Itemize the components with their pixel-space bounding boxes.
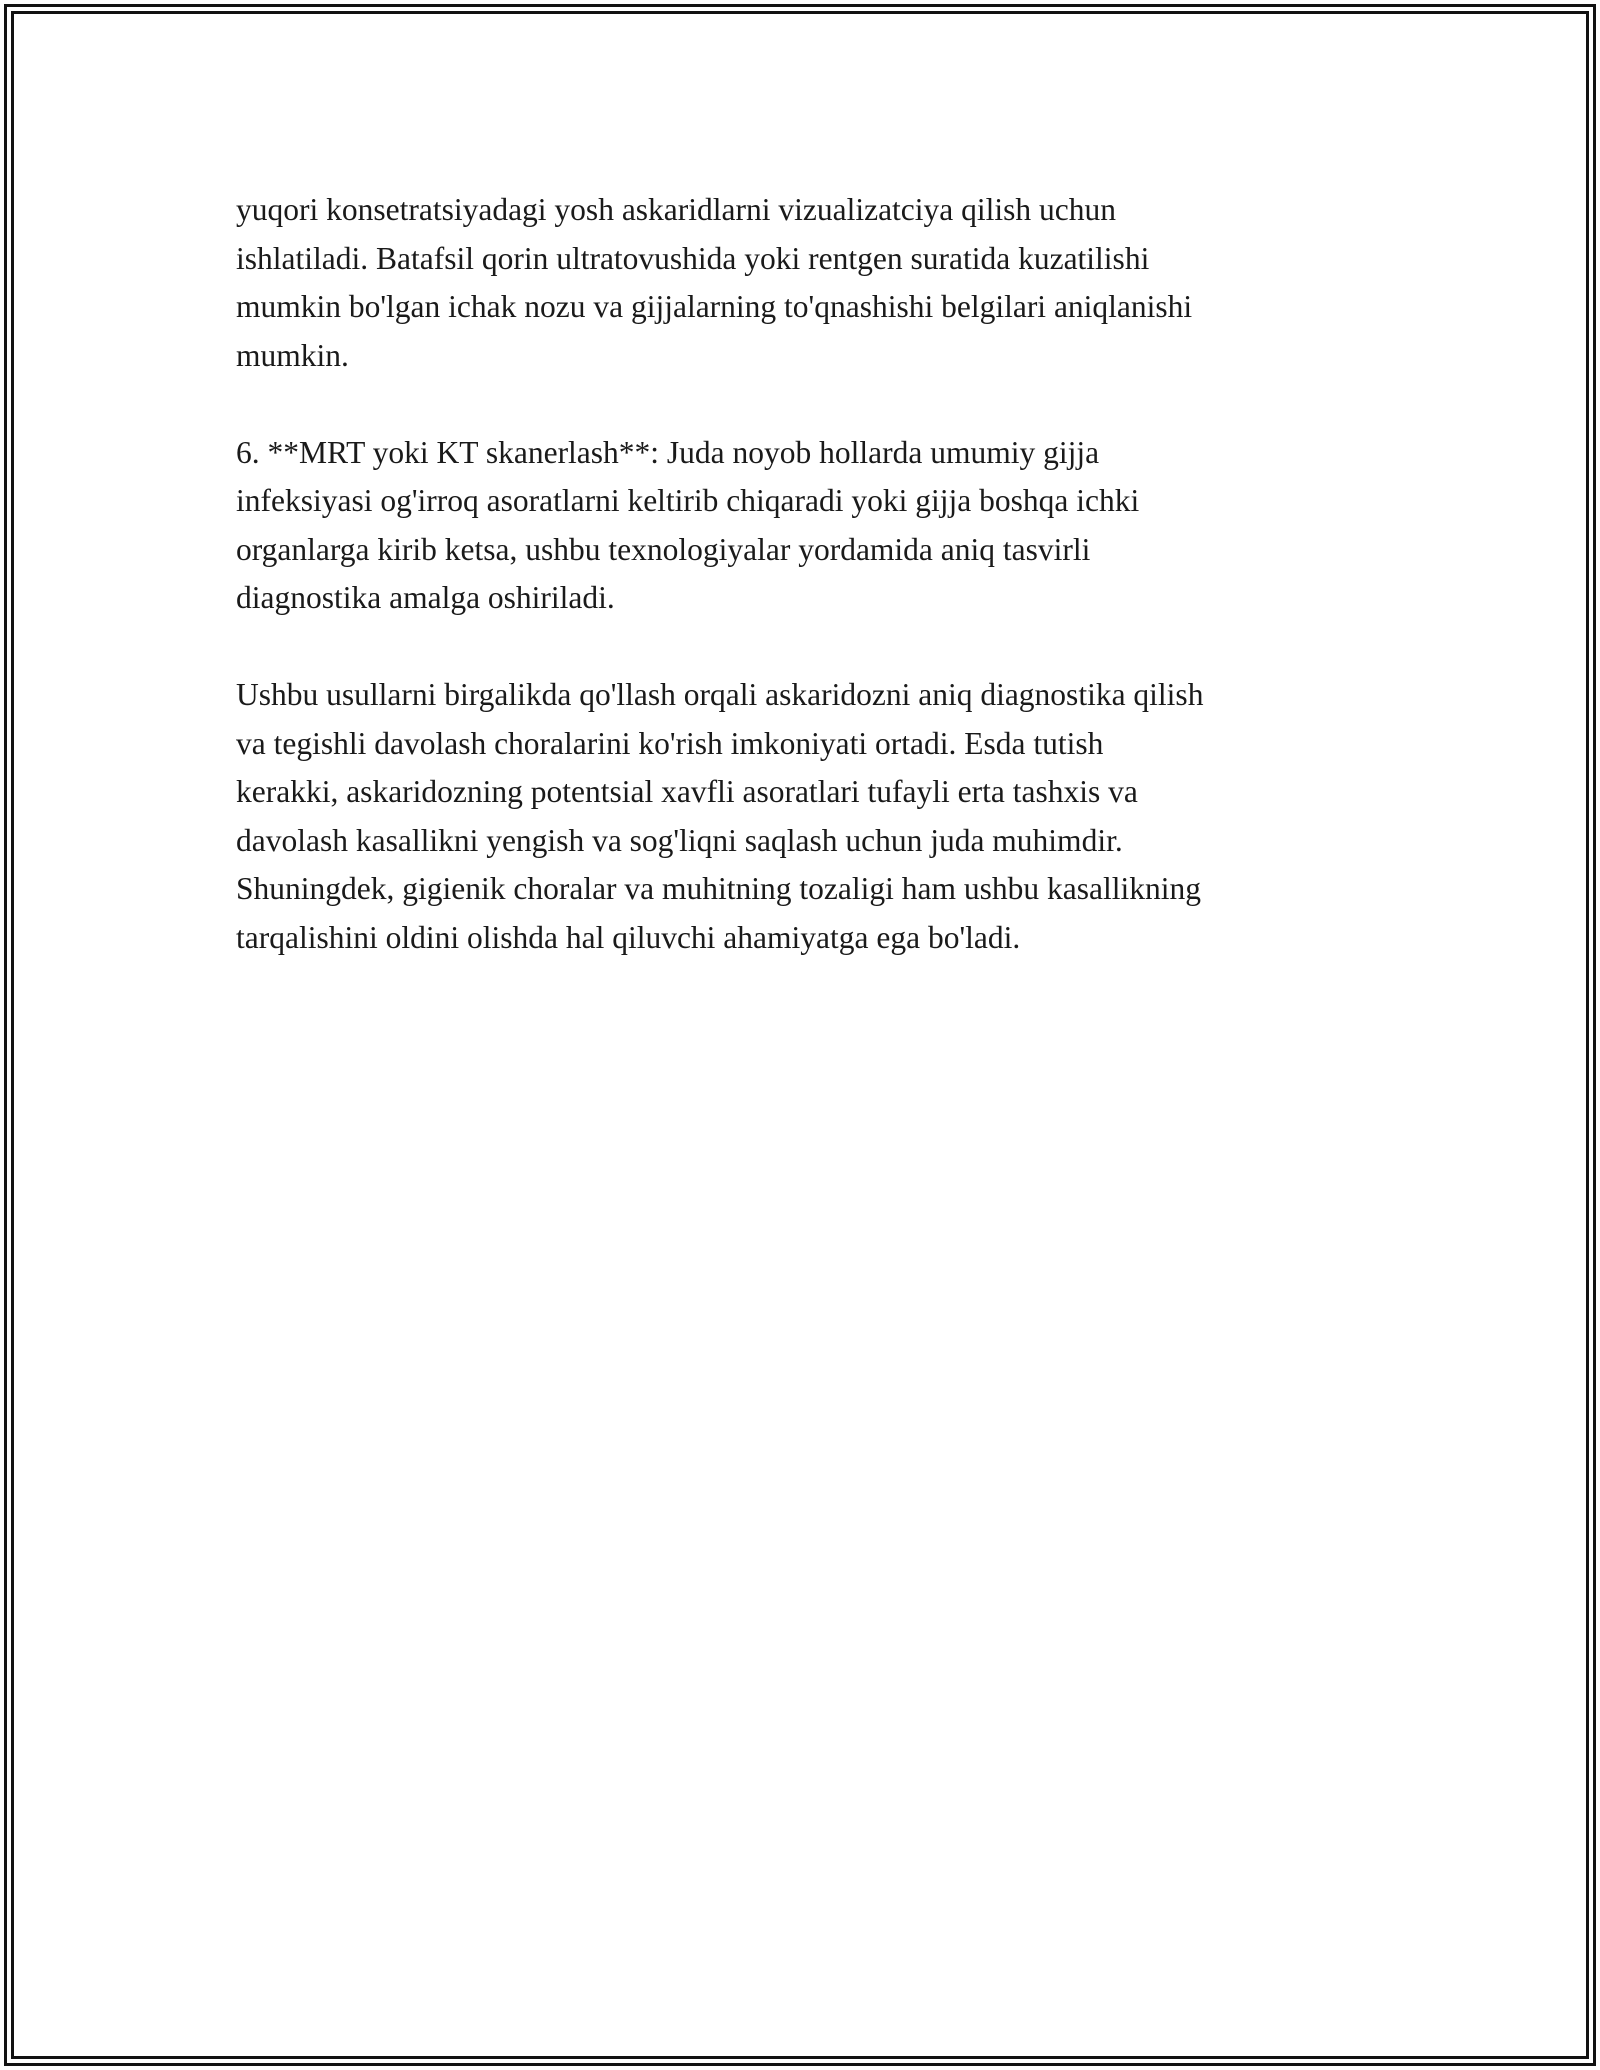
text-line: Shuningdek, gigienik choralar va muhitning tozaligi ham ushbu kasallikning	[236, 871, 1201, 906]
text-line: ishlatiladi. Batafsil qorin ultratovushida yoki rentgen suratida kuzatilishi	[236, 240, 1150, 276]
text-line: 6. **MRT yoki KT skanerlash**: Juda noyob hollarda umumiy gijja	[236, 434, 1100, 470]
document-body	[236, 186, 1376, 1011]
text-line: davolash kasallikni yengish va sog'liqni saqlash uchun juda muhimdir.	[236, 822, 1123, 858]
text-line: kerakki, askaridozning potentsial xavfli asoratlari tufayli erta tashxis va	[236, 774, 1138, 809]
text-line: va tegishli davolash choralarini ko'rish imkoniyati ortadi. Esda tutish	[236, 725, 1104, 761]
text-line: mumkin.	[236, 337, 349, 373]
paragraph-ultrasound-continuation	[236, 186, 1376, 380]
text-line: Ushbu usullarni birgalikda qo'llash orqali askaridozni aniq diagnostika qilish	[236, 677, 1204, 712]
paragraph-mrt-kt-scan	[236, 429, 1376, 623]
paragraph-conclusion	[236, 671, 1376, 962]
text-line: mumkin bo'lgan ichak nozu va gijjalarning to'qnashishi belgilari aniqlanishi	[236, 289, 1193, 324]
text-line: tarqalishini oldini olishda hal qiluvchi ahamiyatga ega bo'ladi.	[236, 919, 1021, 955]
text-line: diagnostika amalga oshiriladi.	[236, 580, 615, 615]
text-line: yuqori konsetratsiyadagi yosh askaridlarni vizualizatciya qilish uchun	[236, 192, 1117, 227]
text-line: infeksiyasi og'irroq asoratlarni keltirib chiqaradi yoki gijja boshqa ichki	[236, 483, 1140, 518]
text-line: organlarga kirib ketsa, ushbu texnologiyalar yordamida aniq tasvirli	[236, 531, 1091, 567]
